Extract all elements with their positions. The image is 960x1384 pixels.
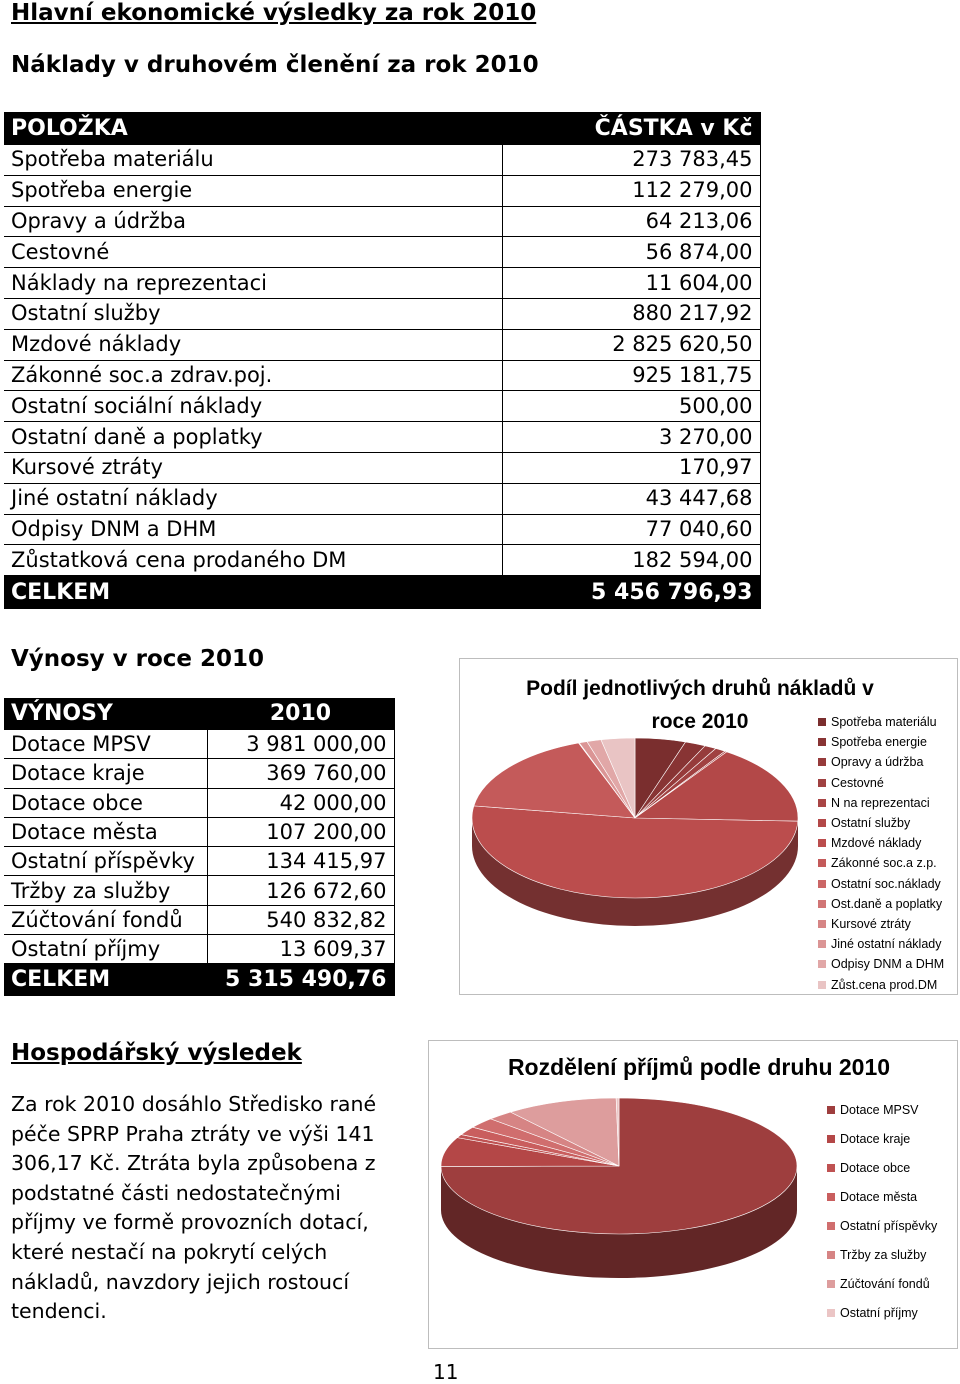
- legend-swatch: [818, 799, 826, 807]
- legend-item: [827, 1161, 910, 1175]
- revenue-total-row: [4, 964, 394, 996]
- legend-swatch: [818, 718, 826, 726]
- legend-label: Opravy a údržba: [831, 755, 924, 770]
- revenue-label: Ostatní příjmy: [4, 935, 207, 964]
- revenue-label: Dotace kraje: [4, 759, 207, 788]
- legend-label: Tržby za služby: [840, 1248, 927, 1262]
- revenue-pie-plot: [429, 1096, 819, 1336]
- revenue-total-label: CELKEM: [4, 964, 207, 996]
- revenue-label: Dotace obce: [4, 788, 207, 817]
- revenue-label: Tržby za služby: [4, 876, 207, 905]
- cost-amount: 43 447,68: [502, 483, 760, 514]
- costs-header-row: [4, 112, 760, 145]
- cost-label: Zákonné soc.a zdrav.poj.: [4, 360, 502, 391]
- cost-label: Mzdové náklady: [4, 329, 502, 360]
- legend-swatch: [818, 981, 826, 989]
- cost-amount: 925 181,75: [502, 360, 760, 391]
- revenue-header-label: VÝNOSY: [4, 698, 207, 730]
- revenue-label: Ostatní příspěvky: [4, 847, 207, 876]
- costs-total-row: [4, 576, 760, 609]
- legend-swatch: [818, 859, 826, 867]
- page-number: 11: [433, 1360, 459, 1384]
- result-paragraph: Za rok 2010 dosáhlo Středisko rané péče SPRP Praha ztráty ve výši 141 306,17 Kč. Ztráta byla způsobena z podstatné části nedostatečnými příjmy ve formě provozních dotací, které nestačí na pokrytí celých nákladů, navzdory jejich rostoucí tendenci.: [11, 1092, 377, 1324]
- legend-label: Ostatní příspěvky: [840, 1219, 938, 1233]
- cost-amount: 182 594,00: [502, 545, 760, 576]
- costs-pie-plot: [460, 734, 820, 994]
- revenue-amount: 3 981 000,00: [207, 730, 394, 759]
- legend-swatch: [818, 960, 826, 968]
- legend-swatch: [827, 1164, 835, 1172]
- revenue-label: Zúčtování fondů: [4, 905, 207, 934]
- legend-label: Dotace obce: [840, 1161, 911, 1175]
- legend-item: [818, 755, 923, 769]
- cost-amount: 170,97: [502, 452, 760, 483]
- legend-swatch: [818, 900, 826, 908]
- costs-header-amount: ČÁSTKA v Kč: [502, 112, 760, 145]
- revenue-amount: 13 609,37: [207, 935, 394, 964]
- cost-amount: 880 217,92: [502, 298, 760, 329]
- revenue-amount: 126 672,60: [207, 876, 394, 905]
- revenue-table: [4, 698, 395, 996]
- cost-label: Náklady na reprezentaci: [4, 268, 502, 299]
- costs-total-label: CELKEM: [4, 576, 502, 609]
- cost-label: Ostatní daně a poplatky: [4, 422, 502, 453]
- revenue-pie-chart: [428, 1040, 958, 1349]
- legend-label: Ostatní soc.náklady: [831, 876, 941, 891]
- legend-label: Dotace města: [840, 1190, 918, 1204]
- legend-swatch: [827, 1106, 835, 1114]
- table-row: [4, 905, 394, 934]
- cost-amount: 2 825 620,50: [502, 329, 760, 360]
- legend-item: [818, 877, 941, 891]
- table-row: [4, 298, 760, 329]
- legend-item: [827, 1277, 930, 1291]
- costs-pie-chart: [459, 658, 958, 995]
- costs-header-label: POLOŽKA: [4, 112, 502, 145]
- revenue-amount: 42 000,00: [207, 788, 394, 817]
- legend-label: Ostatní služby: [831, 816, 911, 830]
- table-row: [4, 483, 760, 514]
- legend-item: [818, 897, 942, 911]
- legend-item: [827, 1132, 910, 1146]
- cost-amount: 56 874,00: [502, 237, 760, 268]
- legend-swatch: [818, 940, 826, 948]
- table-row: [4, 788, 394, 817]
- document-title: Hlavní ekonomické výsledky za rok 2010: [11, 0, 537, 26]
- legend-item: [827, 1219, 937, 1233]
- legend-label: Zůst.cena prod.DM: [831, 977, 938, 992]
- table-row: [4, 268, 760, 299]
- revenue-chart-title: Rozdělení příjmů podle druhu 2010: [507, 1054, 891, 1080]
- revenue-amount: 107 200,00: [207, 817, 394, 846]
- legend-swatch: [827, 1280, 835, 1288]
- table-row: [4, 847, 394, 876]
- legend-label: Mzdové náklady: [831, 836, 922, 851]
- cost-label: Opravy a údržba: [4, 206, 502, 237]
- legend-item: [818, 776, 884, 790]
- cost-amount: 64 213,06: [502, 206, 760, 237]
- revenue-header-row: [4, 698, 394, 730]
- cost-amount: 11 604,00: [502, 268, 760, 299]
- legend-swatch: [818, 839, 826, 847]
- table-row: [4, 545, 760, 576]
- cost-label: Zůstatková cena prodaného DM: [4, 545, 502, 576]
- legend-item: [827, 1248, 926, 1262]
- table-row: [4, 514, 760, 545]
- legend-label: Kursové ztráty: [831, 917, 911, 931]
- table-row: [4, 876, 394, 905]
- legend-label: Cestovné: [831, 775, 884, 790]
- legend-label: N na reprezentaci: [831, 795, 930, 810]
- cost-label: Cestovné: [4, 237, 502, 268]
- legend-label: Odpisy DNM a DHM: [831, 957, 945, 972]
- table-row: [4, 730, 394, 759]
- legend-item: [827, 1306, 918, 1320]
- legend-item: [818, 836, 921, 850]
- cost-label: Ostatní služby: [4, 298, 502, 329]
- legend-label: Spotřeba energie: [831, 735, 927, 750]
- table-row: [4, 360, 760, 391]
- legend-swatch: [818, 920, 826, 928]
- table-row: [4, 935, 394, 964]
- table-row: [4, 759, 394, 788]
- cost-label: Kursové ztráty: [4, 452, 502, 483]
- legend-swatch: [818, 880, 826, 888]
- legend-swatch: [827, 1309, 835, 1317]
- legend-item: [827, 1103, 919, 1117]
- legend-item: [818, 917, 911, 931]
- legend-label: Dotace kraje: [840, 1132, 911, 1146]
- table-row: [4, 422, 760, 453]
- legend-swatch: [818, 779, 826, 787]
- table-row: [4, 237, 760, 268]
- cost-label: Jiné ostatní náklady: [4, 483, 502, 514]
- legend-swatch: [827, 1135, 835, 1143]
- legend-swatch: [827, 1193, 835, 1201]
- legend-swatch: [818, 758, 826, 766]
- revenue-amount: 369 760,00: [207, 759, 394, 788]
- legend-item: [818, 978, 937, 992]
- legend-swatch: [818, 738, 826, 746]
- legend-label: Ostatní příjmy: [840, 1306, 918, 1320]
- revenue-total-amount: 5 315 490,76: [207, 964, 394, 996]
- cost-label: Ostatní sociální náklady: [4, 391, 502, 422]
- table-row: [4, 817, 394, 846]
- cost-amount: 3 270,00: [502, 422, 760, 453]
- table-row: [4, 452, 760, 483]
- legend-item: [818, 816, 910, 830]
- legend-label: Dotace MPSV: [840, 1103, 919, 1117]
- legend-item: [818, 957, 944, 971]
- table-row: [4, 329, 760, 360]
- legend-label: Ost.daně a poplatky: [831, 896, 943, 911]
- legend-label: Zúčtování fondů: [840, 1277, 930, 1291]
- cost-label: Spotřeba energie: [4, 175, 502, 206]
- table-row: [4, 175, 760, 206]
- table-row: [4, 206, 760, 237]
- legend-swatch: [818, 819, 826, 827]
- legend-swatch: [827, 1251, 835, 1259]
- legend-label: Jiné ostatní náklady: [831, 937, 942, 952]
- cost-amount: 273 783,45: [502, 145, 760, 176]
- legend-label: Spotřeba materiálu: [831, 715, 937, 729]
- cost-amount: 112 279,00: [502, 175, 760, 206]
- revenue-chart-legend: [827, 1103, 955, 1323]
- costs-chart-legend: [818, 715, 953, 990]
- revenue-header-year: 2010: [207, 698, 394, 730]
- cost-label: Spotřeba materiálu: [4, 145, 502, 176]
- costs-chart-title-line1: Podíl jednotlivých druhů nákladů v: [526, 677, 874, 700]
- revenue-amount: 540 832,82: [207, 905, 394, 934]
- legend-item: [818, 735, 927, 749]
- legend-swatch: [827, 1222, 835, 1230]
- legend-item: [818, 796, 930, 810]
- costs-total-amount: 5 456 796,93: [502, 576, 760, 609]
- legend-item: [827, 1190, 917, 1204]
- revenues-heading: Výnosy v roce 2010: [11, 646, 265, 672]
- legend-item: [818, 715, 937, 729]
- revenue-label: Dotace MPSV: [4, 730, 207, 759]
- result-heading: Hospodářský výsledek: [11, 1040, 302, 1066]
- table-row: [4, 145, 760, 176]
- revenue-label: Dotace města: [4, 817, 207, 846]
- costs-table: [4, 112, 761, 609]
- legend-label: Zákonné soc.a z.p.: [831, 856, 937, 871]
- costs-heading: Náklady v druhovém členění za rok 2010: [11, 52, 539, 78]
- cost-amount: 77 040,60: [502, 514, 760, 545]
- table-row: [4, 391, 760, 422]
- legend-item: [818, 856, 937, 870]
- revenue-amount: 134 415,97: [207, 847, 394, 876]
- costs-chart-title-line2: roce 2010: [651, 710, 749, 733]
- cost-amount: 500,00: [502, 391, 760, 422]
- cost-label: Odpisy DNM a DHM: [4, 514, 502, 545]
- legend-item: [818, 937, 942, 951]
